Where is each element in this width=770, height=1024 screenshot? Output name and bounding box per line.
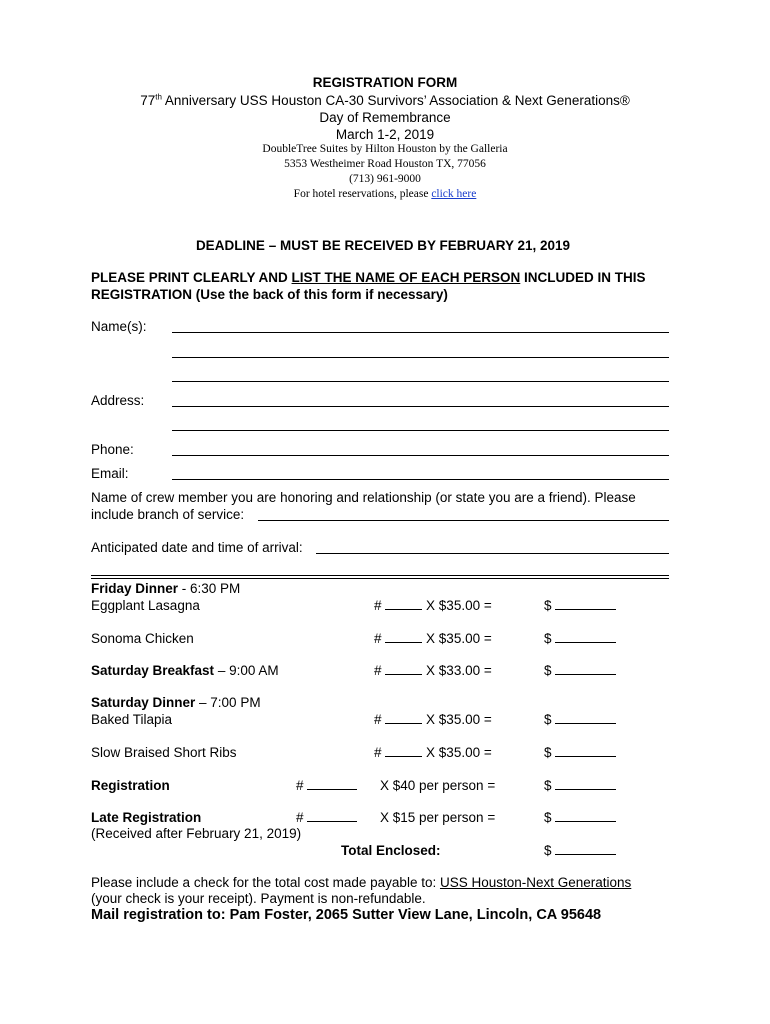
saturday-breakfast-time: – 9:00 AM [214, 663, 279, 678]
breakfast-amount-field[interactable] [555, 662, 616, 675]
eggplant-qty-field[interactable] [385, 597, 422, 610]
saturday-breakfast-title: Saturday Breakfast [91, 663, 215, 678]
check-payable-line [91, 874, 631, 891]
anniversary-text: Anniversary USS Houston CA-30 Survivors’ Association & Next Generations® [161, 93, 630, 108]
registration-amount [544, 777, 616, 794]
total-enclosed-label: Total Enclosed: [341, 843, 441, 858]
short-ribs-price: X $35.00 = [426, 745, 492, 760]
anniversary-number: 77 [140, 93, 156, 108]
check-receipt-line: (your check is your receipt). Payment is non-refundable. [91, 891, 426, 906]
tilapia-qty [374, 711, 492, 728]
breakfast-price: X $33.00 = [426, 663, 492, 678]
sonoma-qty-field[interactable] [385, 630, 422, 643]
address-field-1[interactable] [172, 406, 669, 407]
tilapia-amount [544, 711, 616, 728]
late-registration-price: X $15 per person = [380, 810, 496, 825]
dollar-sign: $ [544, 810, 552, 825]
deadline-notice: DEADLINE – MUST BE RECEIVED BY FEBRUARY 21, 2019 [195, 238, 571, 253]
arrival-field[interactable] [316, 553, 669, 554]
names-field-3[interactable] [172, 381, 669, 382]
breakfast-qty [374, 662, 492, 679]
anniversary-line [0, 92, 770, 109]
friday-dinner-time: - 6:30 PM [178, 581, 241, 596]
sonoma-amount [544, 630, 616, 647]
short-ribs-qty [374, 744, 492, 761]
instructions-line-1 [91, 269, 646, 286]
registration-qty-field[interactable] [307, 777, 357, 790]
section-divider-bottom [91, 578, 669, 579]
registration-label: Registration [91, 778, 170, 793]
check-prefix: Please include a check for the total cost made payable to: [91, 875, 440, 890]
dollar-sign: $ [544, 745, 552, 760]
hash-sign: # [296, 778, 304, 793]
saturday-dinner-time: – 7:00 PM [195, 695, 261, 710]
late-registration-qty-field[interactable] [307, 809, 357, 822]
names-field-1[interactable] [172, 332, 669, 333]
names-field-2[interactable] [172, 357, 669, 358]
breakfast-qty-field[interactable] [385, 662, 422, 675]
saturday-dinner-title: Saturday Dinner [91, 695, 196, 710]
event-dates: March 1-2, 2019 [335, 127, 435, 142]
hash-sign: # [296, 810, 304, 825]
instructions-part-1: PLEASE PRINT CLEARLY AND [91, 270, 292, 285]
address-field-2[interactable] [172, 430, 669, 431]
breakfast-amount [544, 662, 616, 679]
tilapia-qty-field[interactable] [385, 711, 422, 724]
hotel-address: 5353 Westheimer Road Houston TX, 77056 [284, 158, 486, 170]
instructions-part-3: INCLUDED IN THIS [520, 270, 646, 285]
short-ribs-amount-field[interactable] [555, 744, 616, 757]
registration-price: X $40 per person = [380, 778, 496, 793]
friday-dinner-title: Friday Dinner [91, 581, 179, 596]
late-registration-amount-field[interactable] [555, 809, 616, 822]
names-label: Name(s): [91, 319, 147, 334]
section-divider-top [91, 575, 669, 576]
dollar-sign: $ [544, 843, 552, 858]
arrival-label: Anticipated date and time of arrival: [91, 540, 303, 555]
late-registration-qty [296, 809, 357, 826]
tilapia-price: X $35.00 = [426, 712, 492, 727]
hash-sign: # [374, 663, 382, 678]
short-ribs-qty-field[interactable] [385, 744, 422, 757]
registration-qty [296, 777, 357, 794]
eggplant-amount [544, 597, 616, 614]
dollar-sign: $ [544, 712, 552, 727]
phone-field[interactable] [172, 455, 669, 456]
hotel-name: DoubleTree Suites by Hilton Houston by the Galleria [262, 143, 508, 155]
sonoma-chicken-label: Sonoma Chicken [91, 631, 194, 646]
reservation-line [0, 187, 770, 202]
reservation-prefix: For hotel reservations, please [293, 188, 432, 200]
late-registration-amount [544, 809, 616, 826]
email-field[interactable] [172, 479, 669, 480]
eggplant-lasagna-label: Eggplant Lasagna [91, 598, 200, 613]
check-payee: USS Houston-Next Generations [439, 875, 632, 890]
instructions-line-2: REGISTRATION (Use the back of this form if necessary) [91, 287, 448, 302]
hash-sign: # [374, 745, 382, 760]
anniversary-suffix: th [155, 92, 162, 102]
dollar-sign: $ [544, 778, 552, 793]
saturday-dinner-heading [91, 694, 261, 711]
short-ribs-amount [544, 744, 616, 761]
dollar-sign: $ [544, 631, 552, 646]
tilapia-amount-field[interactable] [555, 711, 616, 724]
address-label: Address: [91, 393, 145, 408]
reservation-link[interactable]: click here [431, 188, 477, 200]
saturday-breakfast-heading [91, 662, 279, 679]
eggplant-qty [374, 597, 492, 614]
hotel-phone: (713) 961-9000 [349, 173, 421, 185]
instructions-emphasis: LIST THE NAME OF EACH PERSON [291, 270, 521, 285]
late-registration-note: (Received after February 21, 2019) [91, 826, 302, 841]
event-name: Day of Remembrance [319, 110, 451, 125]
crew-member-label-1: Name of crew member you are honoring and relationship (or state you are a friend). Please [91, 490, 636, 505]
registration-amount-field[interactable] [555, 777, 616, 790]
form-title: REGISTRATION FORM [312, 75, 458, 90]
late-registration-label: Late Registration [91, 810, 202, 825]
short-ribs-label: Slow Braised Short Ribs [91, 745, 237, 760]
friday-dinner-heading [91, 580, 240, 597]
sonoma-amount-field[interactable] [555, 630, 616, 643]
dollar-sign: $ [544, 598, 552, 613]
phone-label: Phone: [91, 442, 134, 457]
baked-tilapia-label: Baked Tilapia [91, 712, 173, 727]
mail-to-line: Mail registration to: Pam Foster, 2065 Sutter View Lane, Lincoln, CA 95648 [91, 907, 602, 923]
eggplant-price: X $35.00 = [426, 598, 492, 613]
hash-sign: # [374, 598, 382, 613]
email-label: Email: [91, 466, 129, 481]
hash-sign: # [374, 631, 382, 646]
dollar-sign: $ [544, 663, 552, 678]
crew-member-label-2: include branch of service: [91, 507, 245, 522]
sonoma-price: X $35.00 = [426, 631, 492, 646]
hash-sign: # [374, 712, 382, 727]
sonoma-qty [374, 630, 492, 647]
crew-member-field[interactable] [258, 520, 669, 521]
total-amount-field[interactable] [555, 842, 616, 855]
total-amount [544, 842, 616, 859]
eggplant-amount-field[interactable] [555, 597, 616, 610]
